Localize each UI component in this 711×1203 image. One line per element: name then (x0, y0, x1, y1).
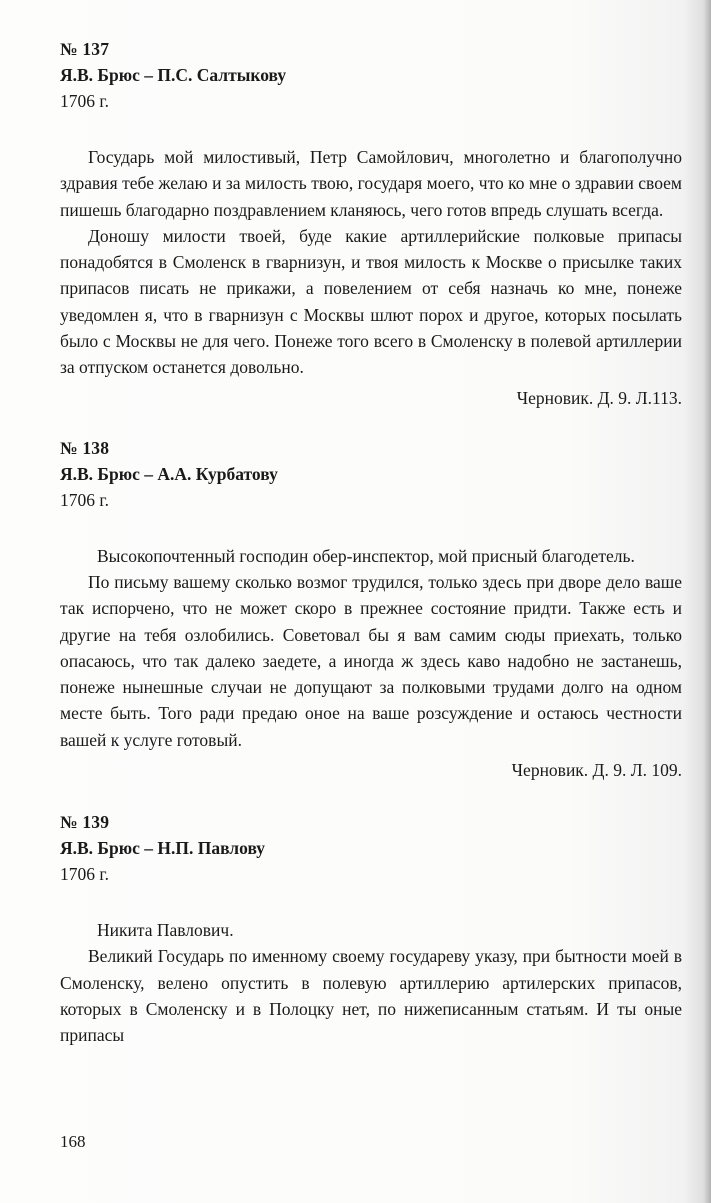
document-number: № 139 (60, 812, 110, 833)
document-paragraph: Великий Государь по именному своему государеву указу, при бытности моей в Смоленску, велено опустить в полевую артиллерию артилерских припасов, которых в Смоленску и в Полоцку нет, по нижеписанным статьям. И ты оные припасы (60, 946, 682, 1046)
document-137 (60, 36, 682, 411)
document-title: Я.В. Брюс – Н.П. Павлову (60, 838, 266, 859)
page-content (60, 36, 682, 1049)
document-source: Черновик. Д. 9. Л. 109. (511, 760, 682, 781)
document-salutation: Высокопочтенный господин обер-инспектор, мой присный благодетель. (97, 545, 635, 566)
document-paragraph: Доношу милости твоей, буде какие артиллерийские полковые припасы понадобятся в Смоленск в гварнизун, и твоя милость к Москве о присылке таких припасов писать не прикажи, а повелением от себя назначь ко мне, понеже уведомлен я, что в гварнизун с Москвы шлют порох и другое, которых посылать было с Москвы не для чего. Понеже того всего в Смоленску в полевой артиллерии за отпуском останется довольно. (60, 225, 682, 378)
document-salutation: Никита Павлович. (97, 920, 234, 941)
document-139 (60, 809, 682, 1048)
document-paragraph: По письму вашему сколько возмог трудился, только здесь при дворе дело ваше так испорчено, что не может скоро в прежнее состояние придти. Также есть и другие на тебя озлобились. Советовал бы я вам самим сюды приехать, только опасаюсь, что так далеко заедете, а иногда ж здесь каво надобно не застанешь, понеже нынешные случаи не допущают за полковыми трудами долго на одном месте быть. Того ради предаю оное на ваше розсуждение и остаюсь честности вашей к услуге готовый. (60, 571, 682, 750)
document-date: 1706 г. (60, 91, 109, 111)
page-number: 168 (60, 1132, 86, 1151)
document-date: 1706 г. (60, 489, 109, 510)
document-number: № 138 (60, 437, 110, 458)
document-paragraph: Государь мой милостивый, Петр Самойлович, многолетно и благополучно здравия тебе желаю и за милость твою, государя моего, что ко мне о здравии своем пишешь благодарно поздравлением кланяюсь, чего готов впредь слушать всегда. (60, 147, 682, 220)
document-source: Черновик. Д. 9. Л.113. (516, 387, 682, 408)
document-138 (60, 435, 682, 783)
document-title: Я.В. Брюс – П.С. Салтыкову (60, 65, 287, 85)
document-title: Я.В. Брюс – А.А. Курбатову (60, 463, 278, 484)
page-spine-shadow (703, 0, 711, 1203)
document-date: 1706 г. (60, 864, 109, 885)
document-number: № 137 (60, 39, 110, 59)
